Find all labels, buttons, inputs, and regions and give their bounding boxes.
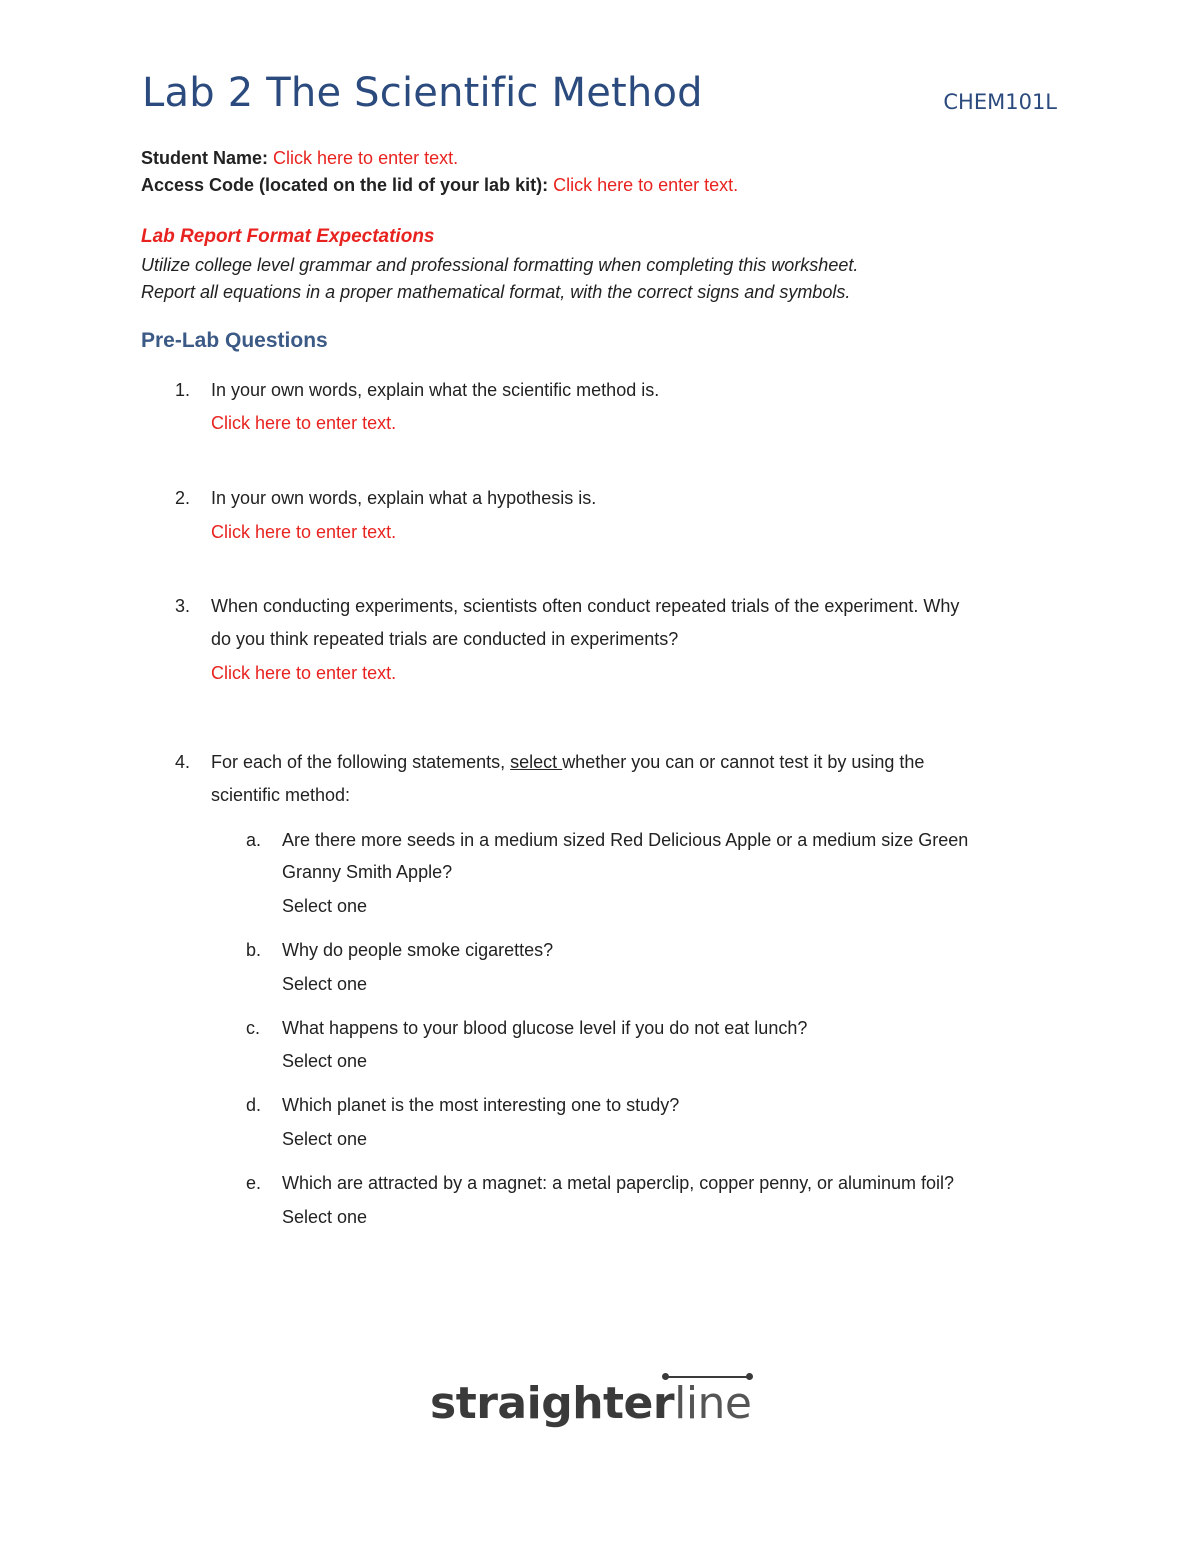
item-4b-select[interactable]: Select one bbox=[282, 974, 368, 994]
answer-3-text[interactable]: Click here to enter text. bbox=[211, 663, 397, 683]
logo-wordmark bbox=[430, 1378, 752, 1429]
question-text: In your own words, explain what the scientific method is. bbox=[211, 380, 660, 400]
q4-text-pre: For each of the following statements, bbox=[211, 752, 511, 772]
student-name-field[interactable]: Click here to enter text. bbox=[273, 148, 459, 168]
access-code-label: Access Code (located on the lid of your lab kit): bbox=[141, 175, 549, 195]
item-text-line-1: Which planet is the most interesting one to study? bbox=[282, 1095, 680, 1115]
item-4d-select[interactable]: Select one bbox=[282, 1129, 368, 1149]
question-text-line-2: do you think repeated trials are conducted in experiments? bbox=[211, 629, 679, 649]
q4-select-word: select bbox=[510, 752, 563, 772]
question-number: 1. bbox=[175, 380, 191, 400]
answer-2-field[interactable] bbox=[211, 516, 396, 549]
access-code-field[interactable]: Click here to enter text. bbox=[553, 175, 739, 195]
straighterline-logo bbox=[430, 1368, 760, 1438]
answer-2-text[interactable]: Click here to enter text. bbox=[211, 522, 397, 542]
item-letter: d. bbox=[246, 1095, 262, 1115]
logo-text-light: line bbox=[674, 1378, 752, 1429]
item-text-line-1: What happens to your blood glucose level if you do not eat lunch? bbox=[282, 1018, 808, 1038]
page-title: Lab 2 The Scientific Method bbox=[142, 70, 703, 116]
question-number: 4. bbox=[175, 752, 191, 772]
q4-text-line-2: scientific method: bbox=[211, 785, 351, 805]
format-line-1: Utilize college level grammar and professional formatting when completing this worksheet. bbox=[141, 255, 859, 275]
item-text-line-1: Which are attracted by a magnet: a metal paperclip, copper penny, or aluminum foil? bbox=[282, 1173, 955, 1193]
student-name-row bbox=[141, 145, 458, 171]
question-number: 3. bbox=[175, 596, 191, 616]
item-text-line-1: Are there more seeds in a medium sized Red Delicious Apple or a medium size Green bbox=[282, 830, 969, 850]
course-code: CHEM101L bbox=[943, 90, 1057, 114]
logo-text-bold: straighter bbox=[430, 1378, 675, 1429]
item-letter: a. bbox=[246, 830, 262, 850]
prelab-heading: Pre-Lab Questions bbox=[141, 329, 328, 352]
item-4c-select[interactable]: Select one bbox=[282, 1051, 368, 1071]
item-4a-select[interactable]: Select one bbox=[282, 896, 368, 916]
format-heading: Lab Report Format Expectations bbox=[141, 226, 435, 247]
student-name-label: Student Name: bbox=[141, 148, 269, 168]
item-text-line-1: Why do people smoke cigarettes? bbox=[282, 940, 554, 960]
answer-3-field[interactable] bbox=[211, 657, 396, 690]
question-text: In your own words, explain what a hypothesis is. bbox=[211, 488, 597, 508]
question-text bbox=[211, 746, 1061, 779]
item-letter: c. bbox=[246, 1018, 261, 1038]
answer-1-text[interactable]: Click here to enter text. bbox=[211, 413, 397, 433]
question-number: 2. bbox=[175, 488, 191, 508]
item-4e-select[interactable]: Select one bbox=[282, 1207, 368, 1227]
answer-1-field[interactable] bbox=[211, 407, 396, 440]
question-text-line-1: When conducting experiments, scientists often conduct repeated trials of the experiment. Why bbox=[211, 596, 960, 616]
access-code-row bbox=[141, 172, 738, 198]
format-line-2: Report all equations in a proper mathematical format, with the correct signs and symbols. bbox=[141, 282, 851, 302]
item-letter: b. bbox=[246, 940, 262, 960]
q4-text-post: whether you can or cannot test it by using the bbox=[562, 752, 925, 772]
item-text-line-2: Granny Smith Apple? bbox=[282, 862, 453, 882]
item-letter: e. bbox=[246, 1173, 262, 1193]
